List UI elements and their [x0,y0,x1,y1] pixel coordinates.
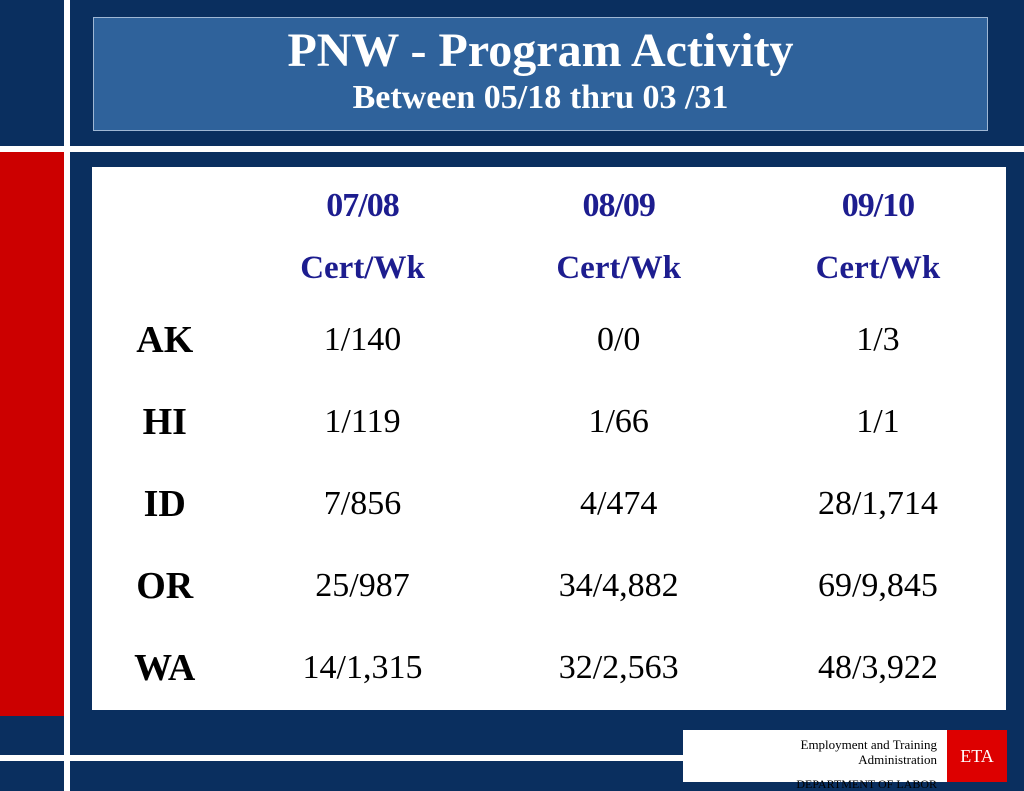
table-cell: 1/66 [588,403,649,440]
table-cell: 14/1,315 [302,649,423,686]
unit-header: Cert/Wk [300,249,425,286]
table-row [92,627,1006,709]
org-name-line2: Administration [858,752,937,767]
table-cell: 69/9,845 [817,567,938,604]
table-row [92,381,1006,463]
table-cell: 1/119 [324,403,401,440]
page-subtitle: Between 05/18 thru 03 /31 [352,79,729,116]
table-cell: 1/3 [856,321,900,358]
eta-badge: ETA [947,730,1007,782]
activity-table [92,167,1006,709]
table-row [92,299,1006,381]
activity-table-panel [92,167,1006,710]
table-row [92,545,1006,627]
period-header-row [92,167,1006,237]
white-horizontal-stripe-top [0,146,1024,152]
table-cell: 1/1 [856,403,900,440]
table-cell: 25/987 [315,567,410,604]
table-cell: 48/3,922 [817,649,938,686]
table-cell: 28/1,714 [817,485,938,522]
eta-footer-logo [683,730,1007,791]
page-title: PNW - Program Activity [287,24,794,77]
unit-header-row [92,237,1006,299]
table-cell: 1/140 [323,321,402,358]
unit-header: Cert/Wk [815,249,941,286]
period-header: 09/10 [841,187,915,224]
period-header: 07/08 [326,187,399,224]
state-label: AK [136,319,194,361]
red-side-bar [0,152,64,716]
period-header: 08/09 [582,187,655,224]
white-horizontal-stripe-bottom [0,755,684,761]
header-corner [92,167,238,237]
table-cell: 32/2,563 [558,649,679,686]
unit-header: Cert/Wk [556,249,681,286]
table-cell: 34/4,882 [558,567,679,604]
org-name-line1: Employment and Training [800,737,937,752]
title-banner [93,17,988,131]
table-cell: 0/0 [596,321,641,358]
table-cell: 7/856 [323,485,402,522]
state-label: OR [136,565,194,607]
table-cell: 4/474 [579,485,658,522]
state-label: WA [134,647,196,689]
table-row [92,463,1006,545]
department-name: DEPARTMENT OF LABOR [796,777,937,791]
org-name [683,737,937,767]
state-label: HI [142,401,187,443]
white-vertical-stripe [64,0,70,791]
state-label: ID [143,483,186,525]
header-corner [92,237,238,299]
